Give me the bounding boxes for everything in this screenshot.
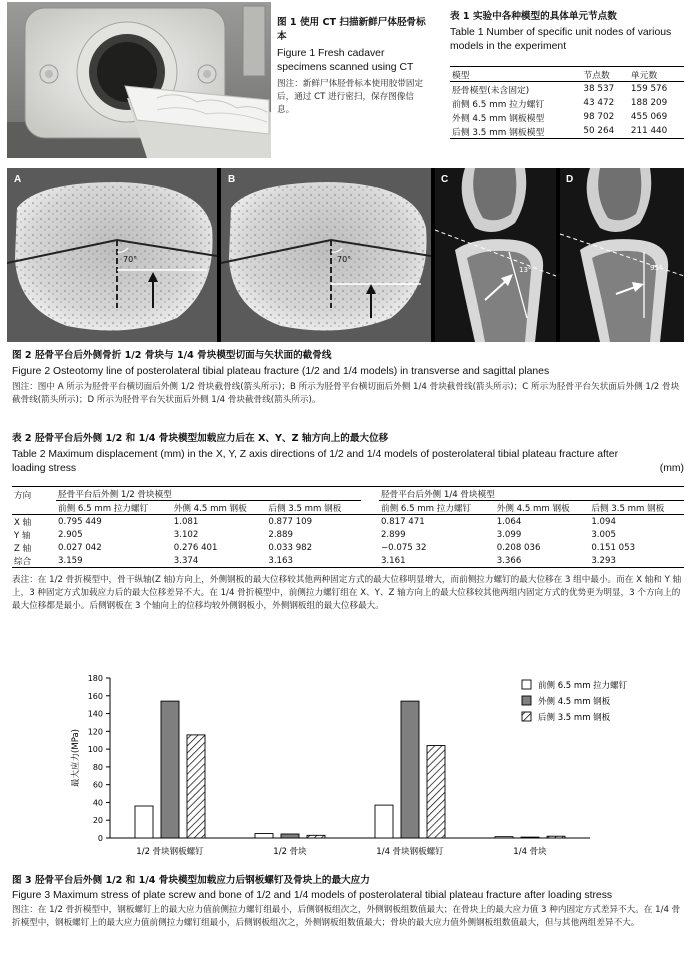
panel-a [7, 168, 217, 342]
legend-swatch [522, 680, 531, 689]
table1-cell: 455 069 [630, 112, 668, 122]
panel-b [221, 168, 431, 342]
table2-title-en: Table 2 Maximum displacement (mm) in the X, Y, Z axis directions of 1/2 and 1/4 models of posterolateral tibial plateau fracture after loading stress [12, 449, 619, 474]
panel-label: A [14, 174, 22, 185]
fig1-caption [277, 16, 427, 117]
table2-subheader: 前侧 6.5 mm 拉力螺钉 [58, 503, 149, 514]
table1-cell: 159 576 [630, 84, 668, 94]
table1-title-cn: 表 1 实验中各种模型的具体单元节点数 [450, 11, 617, 22]
y-tick-label: 140 [87, 709, 103, 719]
table2-subheader: 后侧 3.5 mm 钢板 [591, 503, 665, 514]
table2-cell: 3.159 [58, 555, 83, 566]
table2-cell: 0.027 042 [58, 542, 102, 553]
table1-header-cell: 模型 [452, 70, 470, 81]
fig3-note: 图注：在 1/2 骨折模型中，钢板螺钉上的最大应力值前侧拉力螺钉组最小，后侧钢板组次之，外侧钢板组数值最大；在骨块上的最大应力值 3 种内固定方式差异不大。在 1/4 骨折模型中，钢板螺钉上的最大应力值前侧拉力螺钉组最小，后侧钢板组次之，外侧钢板组数值最大；骨块的最大应力值外侧钢板组数值最大，但与其他两组差异不大。 [12, 905, 681, 928]
table2-dir-header: 方向 [14, 491, 32, 501]
y-tick-label: 0 [97, 834, 103, 843]
panel-d [560, 168, 684, 342]
table-row [12, 528, 684, 541]
legend-label: 外侧 4.5 mm 钢板 [538, 697, 611, 707]
table-row [450, 124, 684, 139]
table2-cell: 3.293 [591, 555, 616, 566]
ct-scanner-photo [7, 2, 271, 158]
table2-cell: 0.276 401 [173, 542, 218, 553]
x-tick-label: 1/4 骨块 [513, 847, 547, 857]
legend-label: 前侧 6.5 mm 拉力螺钉 [538, 681, 628, 691]
table-row [12, 554, 684, 568]
fig2-title-cn: 图 2 胫骨平台后外侧骨折 1/2 骨块与 1/4 骨块模型切面与矢状面的截骨线 [12, 350, 332, 361]
table2-cell: 0.151 053 [591, 542, 636, 553]
fig2-caption [12, 349, 684, 407]
bar [161, 701, 179, 838]
table1-cell: 43 472 [583, 98, 615, 108]
table2-grid [12, 486, 684, 568]
table1-header-cell: 节点数 [583, 70, 610, 81]
table1-cell: 外侧 4.5 mm 钢板模型 [452, 113, 545, 124]
fig3-title-cn: 图 3 胫骨平台后外侧 1/2 和 1/4 骨块模型加载应力后钢板螺钉及骨块上的最大应力 [12, 875, 370, 886]
bar [401, 701, 419, 838]
table1 [450, 10, 684, 139]
table2-cell: 0.795 449 [58, 516, 102, 527]
table1-header-cell: 单元数 [630, 70, 658, 81]
table2-cell: 0.033 982 [268, 542, 313, 553]
x-tick-label: 1/4 骨块钢板螺钉 [376, 847, 444, 857]
table1-cell: 前侧 6.5 mm 拉力螺钉 [452, 99, 545, 110]
y-tick-label: 80 [92, 762, 103, 772]
table2-cell: 2.899 [380, 529, 406, 540]
y-tick-label: 100 [87, 745, 103, 755]
y-tick-label: 40 [92, 798, 103, 808]
table2-note: 表注：在 1/2 骨折模型中，骨干纵轴(Z 轴)方向上，外侧钢板的最大位移较其他两种固定方式的最大位移明显增大，而前侧拉力螺钉的最大位移在 3 组中最小。而在 X 轴和 Y 轴上，3 种固定方式加载应力后的最大位移差异不大。在 1/4 骨折模型中，前侧拉力螺钉组在 X、Y、Z 轴方向上的最大位移较其他两组内固定方式的优势更为明显，3 个方向上的最大位移都是最小。后侧钢板在 3 个轴向上的位移均较外侧钢板小，外侧钢板组的最大位移最大。 [12, 575, 682, 611]
panel-label: D [566, 174, 574, 185]
bar-chart [10, 668, 682, 868]
fig2-note: 图注：图中 A 所示为胫骨平台横切面后外侧 1/2 骨块截骨线(箭头所示)；B 所示为胫骨平台横切面后外侧 1/4 骨块截骨线(箭头所示)；C 所示为胫骨平台矢状面后外侧 1/2 骨块截骨线(箭头所示)；D 所示为胫骨平台矢状面后外侧 1/4 骨块截骨线(箭头所示)。 [12, 382, 680, 405]
table-row [12, 541, 684, 554]
fig2-panels [7, 168, 684, 342]
table2-subheader: 前侧 6.5 mm 拉力螺钉 [380, 503, 472, 514]
table-row [450, 96, 684, 110]
bar [375, 805, 393, 838]
table2-subheader-row [12, 501, 684, 515]
table2-cell: X 轴 [14, 517, 32, 528]
table2-cell: 0.817 471 [380, 516, 425, 527]
table2-subheader: 外侧 4.5 mm 钢板 [496, 503, 570, 514]
legend-swatch [522, 696, 531, 705]
y-axis-label: 最大应力(MPa) [71, 729, 81, 787]
x-tick-label: 1/2 骨块 [273, 847, 307, 857]
table2-unit: (mm) [659, 463, 684, 474]
table1-cell: 38 537 [583, 84, 615, 94]
panel-label: C [441, 174, 449, 185]
table2-cell: 1.064 [496, 516, 522, 527]
angle-label: 13° [519, 266, 532, 274]
table2-cell: 1.094 [591, 516, 616, 527]
table2-group-row [12, 487, 684, 501]
table2-cell: 0.208 036 [496, 542, 541, 553]
table2-cell: 3.366 [496, 555, 522, 566]
table1-cell: 胫骨模型(未含固定) [452, 85, 530, 96]
table2-title-cn: 表 2 胫骨平台后外侧 1/2 和 1/4 骨块模型加载应力后在 X、Y、Z 轴方向上的最大位移 [12, 433, 389, 444]
table1-cell: 98 702 [583, 112, 615, 122]
bar [255, 834, 273, 838]
bar [281, 834, 299, 838]
table2-cell: 0.877 109 [268, 516, 313, 527]
fig3-chart [10, 668, 682, 868]
table2-cell: 3.374 [173, 555, 199, 566]
angle-label: 70° [337, 255, 352, 264]
table2-cell: 3.163 [268, 555, 293, 566]
table1-header-row [450, 67, 684, 82]
angle-label: 95° [650, 264, 663, 272]
table-row [450, 82, 684, 97]
fig2-ct-images [7, 168, 684, 342]
bar [427, 746, 445, 838]
angle-label: 70° [123, 255, 138, 264]
table2-subheader: 外侧 4.5 mm 钢板 [173, 503, 247, 514]
table1-grid [450, 66, 684, 139]
table2-subheader: 后侧 3.5 mm 钢板 [268, 503, 342, 514]
fig3-title-en: Figure 3 Maximum stress of plate screw and bone of 1/2 and 1/4 models of posterolateral tibial plateau fracture after loading stress [12, 890, 613, 901]
y-tick-label: 20 [92, 816, 103, 826]
bar [135, 806, 153, 838]
bar [521, 837, 539, 838]
table2-cell: 综合 [14, 556, 32, 567]
table1-cell: 后侧 3.5 mm 钢板模型 [452, 127, 545, 138]
bar [307, 835, 325, 838]
x-tick-label: 1/2 骨块钢板螺钉 [136, 847, 204, 857]
table1-cell: 188 209 [630, 98, 668, 108]
fig2-title-en: Figure 2 Osteotomy line of posterolateral tibial plateau fracture (1/2 and 1/4 models) in transverse and sagittal planes [12, 366, 550, 377]
table2-cell: 3.161 [380, 555, 406, 566]
table2-cell: 2.889 [268, 529, 293, 540]
table2-cell: 3.102 [173, 529, 199, 540]
fig1-photo [7, 2, 271, 158]
fig1-note: 图注：新鲜尸体胫骨标本使用胶带固定后，通过 CT 进行密扫，保存图像信息。 [277, 79, 424, 115]
y-tick-label: 180 [87, 674, 103, 683]
table2-cell: 1.081 [173, 516, 199, 527]
table2-cell: 2.905 [58, 529, 83, 540]
table-row [12, 515, 684, 529]
table-row [450, 110, 684, 124]
y-tick-label: 60 [92, 780, 103, 790]
legend-label: 后侧 3.5 mm 钢板 [538, 713, 611, 723]
panel-c [435, 168, 556, 342]
table2-cell: −0.075 32 [380, 542, 427, 553]
table2-cell: 3.099 [496, 529, 522, 540]
y-tick-label: 160 [87, 691, 103, 701]
table2-cell: Y 轴 [14, 530, 31, 541]
panel-label: B [228, 174, 236, 185]
fig1-title-en: Figure 1 Fresh cadaver specimens scanned using CT [277, 48, 414, 73]
bar [495, 837, 513, 838]
fig1-title-cn: 图 1 使用 CT 扫描新鲜尸体胫骨标本 [277, 17, 426, 42]
table2-group-half: 胫骨平台后外侧 1/2 骨块模型 [56, 487, 361, 501]
table2-group-quarter: 胫骨平台后外侧 1/4 骨块模型 [379, 487, 684, 501]
legend-swatch [522, 712, 531, 721]
table2-cell: 3.005 [591, 529, 616, 540]
table1-cell: 211 440 [630, 126, 668, 136]
table1-title-en: Table 1 Number of specific unit nodes of various models in the experiment [450, 27, 672, 52]
y-tick-label: 120 [87, 727, 103, 737]
fig3-caption [12, 874, 684, 930]
table1-cell: 50 264 [583, 126, 615, 136]
table2-cell: Z 轴 [14, 543, 32, 554]
bar [187, 735, 205, 838]
table2 [12, 432, 684, 613]
bar [547, 836, 565, 838]
